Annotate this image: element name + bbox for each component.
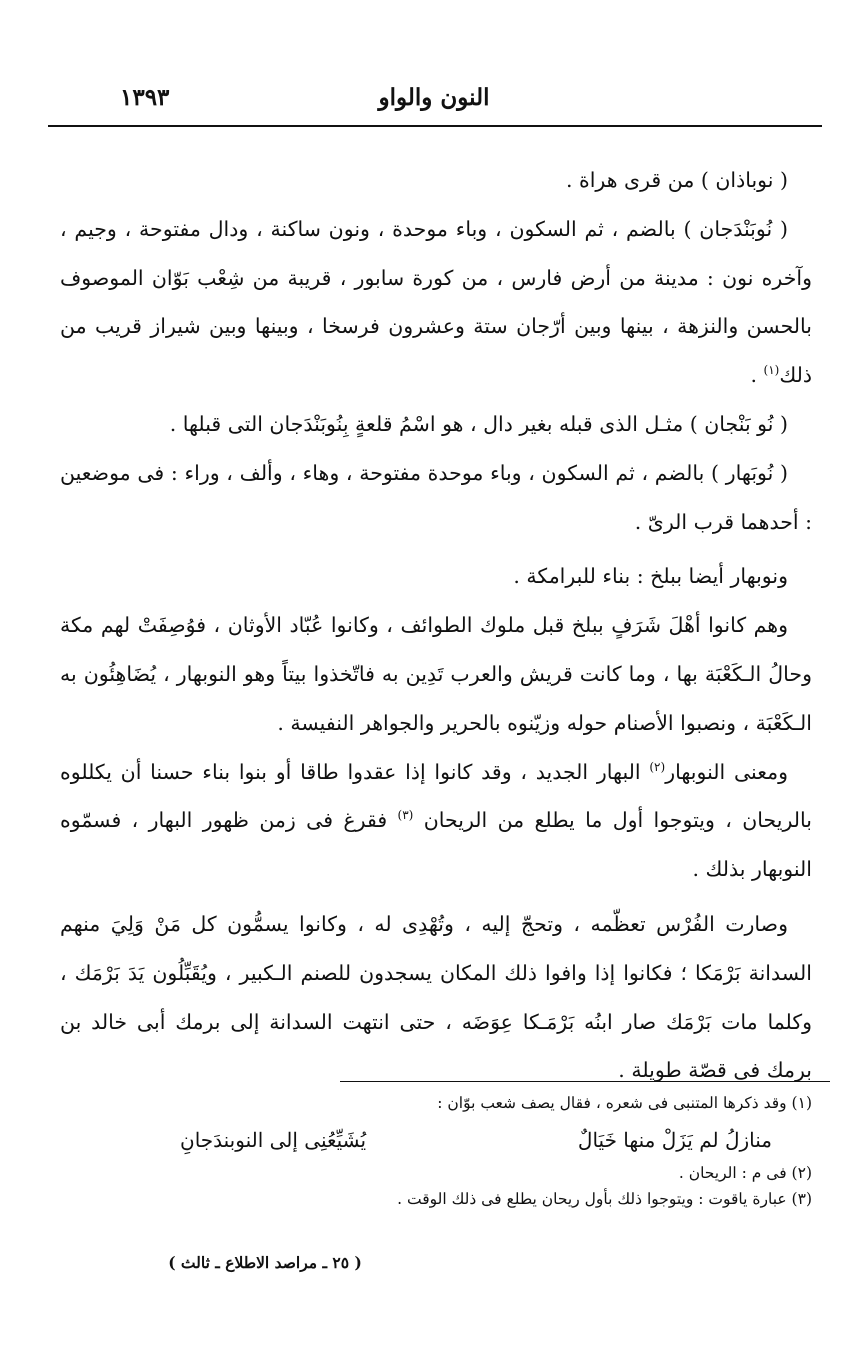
- footnote-1: (١) وقد ذكرها المتنبى فى شعره ، فقال يصف شعب بوّان :: [437, 1094, 812, 1112]
- meaning-paragraph: [60, 748, 812, 894]
- entry-nubandajan-text: ( نُوبَنْدَجان ) بالضم ، ثم السكون ، وباء موحدة ، ونون ساكنة ، ودال مفتوحة ، وجيم ، وآخره نون : مدينة من أرض فارس ، من كورة سابور ، قريبة من شِعْب بَوّان الموصوف بالحسن والنزهة ، بينها وبين أرّجان ستة وعشرون فرسخا ، وبينها وبين شيراز قريب من ذلك: [60, 216, 812, 388]
- meaning-text-b: البهار الجديد ، وقد كانوا إذا عقدوا طاقا أو بنوا بناء حسنا أن يكللوه بالريحان ، ويتوجوا أول ما يطلع من الريحان: [60, 759, 812, 833]
- running-title: النون والواو: [378, 84, 490, 111]
- meaning-text-a: ومعنى النوبهار: [665, 759, 788, 784]
- verse-second-hemistich: يُشَيِّعُنِى إلى النوبندَجانِ: [180, 1128, 367, 1152]
- footnote-ref-3: (٣): [397, 808, 414, 823]
- barmakids-paragraph: وهم كانوا أهْلَ شَرَفٍ ببلخ قبل ملوك الطوائف ، وكانوا عُبّاد الأوثان ، فوُصِفَتْ لهم مكة وحالُ الـكَعْبَة بها ، وما كانت قريش والعرب تَدِين به فاتّخذوا بيتاً وهو النوبهار ، يُضَاهِئُون به الـكَعْبَة ، ونصبوا الأصنام حوله وزيّنوه بالحرير والجواهر النفيسة .: [60, 613, 812, 735]
- persians-paragraph: وصارت الفُرْس تعظّمه ، وتحجّ إليه ، وتُهْدِى له ، وكانوا يسمُّون كل مَنْ وَلِيَ منهم السدانة بَرْمَكا ؛ فكانوا إذا وافوا ذلك المكان يسجدون للصنم الـكبير ، ويُقَبِّلُون يَدَ بَرْمَك ، وكلما مات بَرْمَك صار ابنُه بَرْمَـكا عِوَضَه ، حتى انتهت السدانة إلى برمك أبى خالد بن برمك فى قصّة طويلة .: [60, 911, 812, 1083]
- meaning-text-c: فقرغ فى زمن ظهور البهار ، فسمّوه النوبهار بذلك .: [60, 808, 812, 882]
- nubahar-balkh: ونوبهار أيضا ببلخ : بناء للبرامكة .: [513, 564, 788, 589]
- page-number: ١٣٩٣: [120, 84, 170, 111]
- entry-nubadhan: ( نوباذان ) من قرى هراة .: [565, 168, 788, 192]
- main-text: [60, 156, 812, 1095]
- footnote-rule: [340, 1081, 830, 1082]
- entry-nubandajan-end: .: [750, 363, 757, 388]
- poetry-verse: [60, 1116, 812, 1160]
- signature-mark: ( ٢٥ ـ مراصد الاطلاع ـ ثالث ): [168, 1253, 362, 1272]
- entry-nubanjan: ( نُو بَنْجان ) مثـل الذى قبله بغير دال ، هو اسْمُ قلعةٍ بِنُوبَنْدَجان التى قبلها .: [169, 411, 788, 436]
- footnote-ref-2: (٢): [649, 759, 666, 774]
- footnote-2: (٢) فى م : الريحان .: [678, 1164, 812, 1182]
- entry-nubandajan: [60, 205, 812, 400]
- header-rule: [48, 125, 822, 127]
- page-header: [48, 84, 820, 120]
- footnote-3: (٣) عبارة ياقوت : ويتوجوا ذلك بأول ريحان يطلع فى ذلك الوقت .: [397, 1190, 812, 1208]
- entry-nubahar: ( نُوبَهار ) بالضم ، ثم السكون ، وباء موحدة مفتوحة ، وهاء ، وألف ، وراء : فى موضعين : أحدهما قرب الرىّ .: [60, 460, 812, 534]
- verse-first-hemistich: منازلُ لم يَزَلْ منها خَيَالٌ: [577, 1128, 772, 1152]
- footnotes: [60, 1090, 812, 1212]
- footnote-ref-1: (١): [763, 363, 780, 378]
